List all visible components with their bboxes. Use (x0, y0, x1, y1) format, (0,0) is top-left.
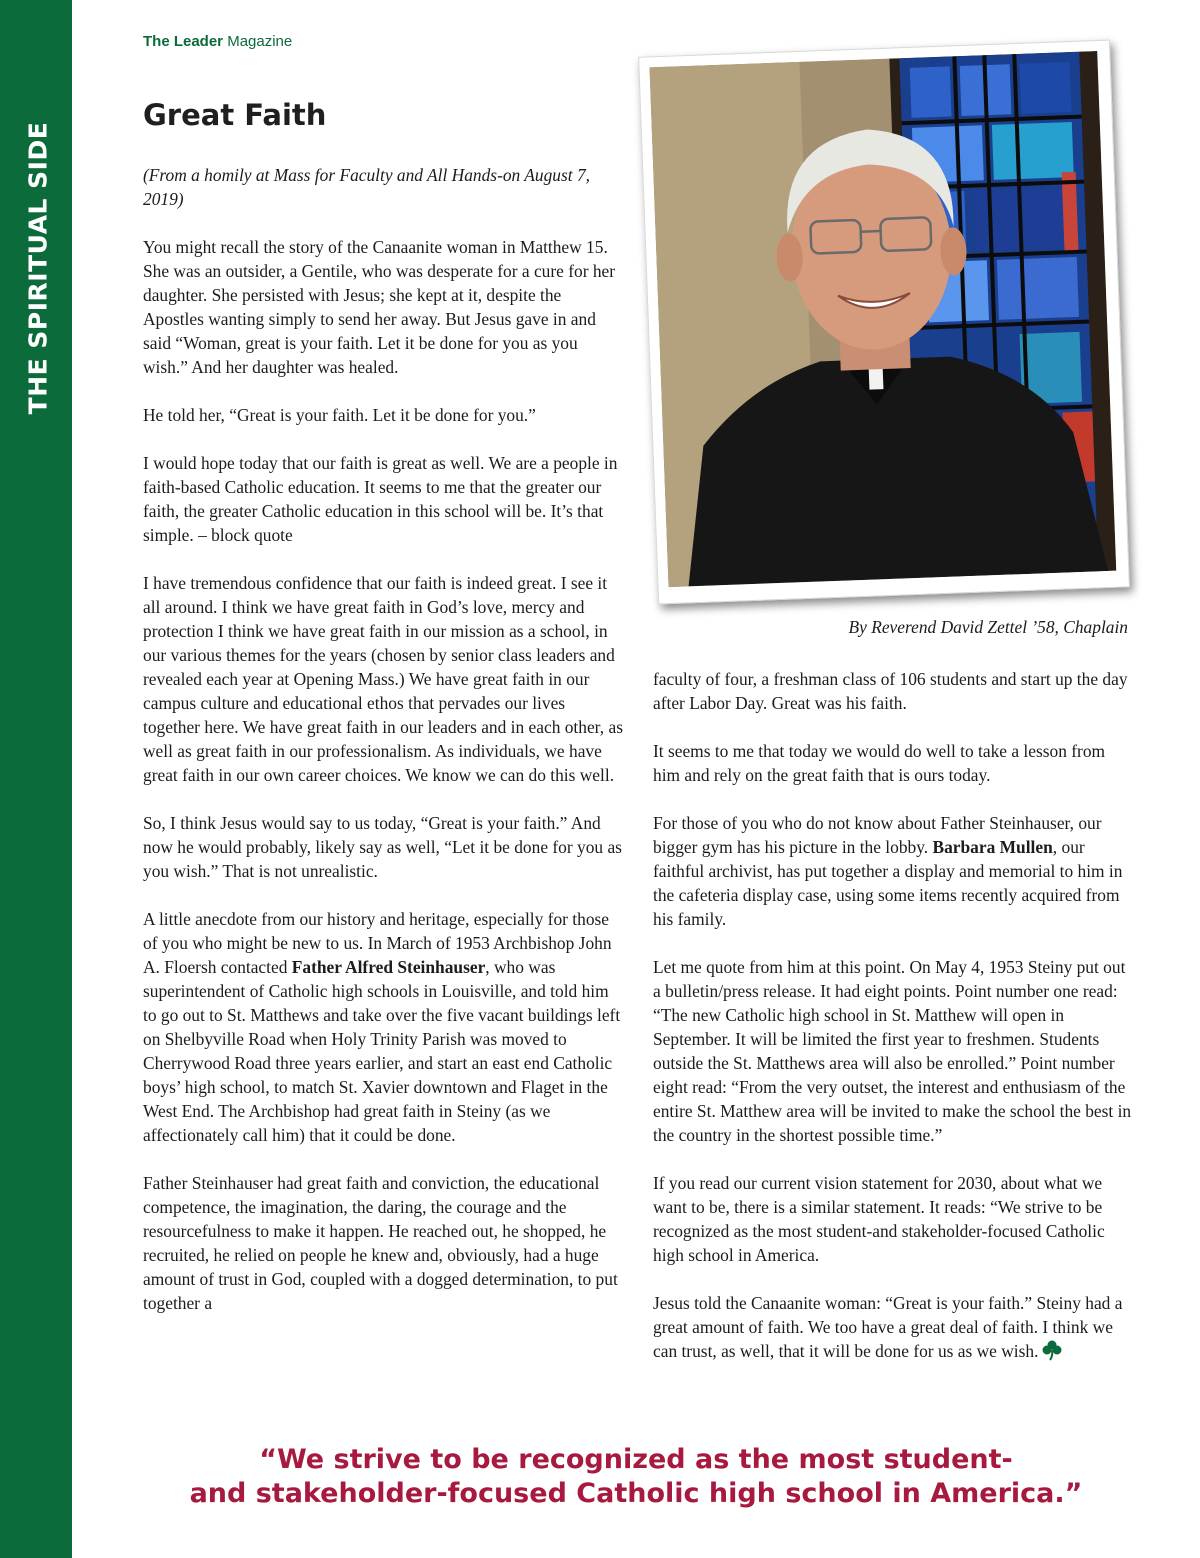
masthead-suffix: Magazine (227, 33, 293, 50)
portrait-illustration (650, 51, 1117, 587)
name-barbara-mullen: Barbara Mullen (932, 837, 1053, 857)
page-number: 10 (26, 1505, 43, 1522)
article-title: Great Faith (143, 98, 327, 132)
byline: By Reverend David Zettel ’58, Chaplain (848, 617, 1128, 637)
paragraph: Let me quote from him at this point. On May 4, 1953 Steiny put out a bulletin/press release. It had eight points. Point number one read: “The new Catholic high school in St. Matthew will open in September. It will be limited the first year to freshmen. Students outside the St. Matthews area will also be enrolled.” Point number eight read: “From the very outset, the interest and enthusiasm of the entire St. Matthew area will be invited to make the school the best in the country in the shortest possible time.” (653, 957, 1132, 1145)
paragraph: If you read our current vision statement for 2030, about what we want to be, there is a similar statement. It reads: “We strive to be recognized as the most student-and stakeholder-focused Catholic high school in America. (653, 1173, 1105, 1265)
article-column-right (653, 667, 1135, 1391)
paragraph: You might recall the story of the Canaanite woman in Matthew 15. She was an outsider, a Gentile, who was desperate for a cure for her daughter. She persisted with Jesus; she kept at it, despite the Apostles wanting simply to send her away. But Jesus gave in and said “Woman, great is your faith. Let it be done for you as you wish.” And her daughter was healed. (143, 237, 616, 377)
text-run: , who was superintendent of Catholic high schools in Louisville, and told him to go out to St. Matthews and take over the five vacant buildings left on Shelbyville Road when Holy Trinity Parish was moved to Cherrywood Road three years earlier, and start an east end Catholic boys’ high school, to match St. Xavier downtown and Flaget in the West End. The Archbishop had great faith in Steiny (as we affectionately call him) that it could be done. (143, 957, 621, 1145)
text-run: , our faithful archivist, has put together a display and memorial to him in the cafeteria display case, using some items recently acquired from his family. (653, 837, 1123, 929)
pull-quote (72, 1443, 1200, 1511)
text-run: Jesus told the Canaanite woman: “Great is your faith.” Steiny had a great amount of faith. We too have a great deal of faith. I think we can trust, as well, that it will be done for us as we wish. (653, 1293, 1123, 1361)
text-run: A little anecdote from our history and heritage, especially for those of you who might be new to us. In March of 1953 Archbishop John A. Floersh contacted (143, 909, 612, 977)
paragraph: faculty of four, a freshman class of 106 students and start up the day after Labor Day. Great was his faith. (653, 669, 1128, 713)
paragraph-anecdote (143, 907, 623, 1147)
paragraph-gym (653, 811, 1135, 931)
pull-quote-line: and stakeholder-focused Catholic high school in America.” (189, 1478, 1083, 1509)
pull-quote-line: “We strive to be recognized as the most student- (259, 1444, 1013, 1475)
paragraph: It seems to me that today we would do well to take a lesson from him and rely on the great faith that is ours today. (653, 741, 1106, 785)
paragraph-closing (653, 1291, 1135, 1367)
name-father-steinhauser: Father Alfred Steinhauser (291, 957, 486, 977)
article-column-left (143, 163, 623, 1339)
shamrock-icon (1041, 1339, 1063, 1367)
article-subtitle: (From a homily at Mass for Faculty and All Hands-on August 7, 2019) (143, 165, 590, 209)
section-title: THE SPIRITUAL SIDE (23, 121, 53, 415)
text-run: For those of you who do not know about Father Steinhauser, our bigger gym has his picture in the lobby. (653, 813, 1102, 857)
masthead (143, 33, 292, 50)
sidebar (0, 0, 72, 1558)
masthead-brand: The Leader (143, 33, 224, 50)
paragraph: So, I think Jesus would say to us today, “Great is your faith.” And now he would probably, likely say as well, “Let it be done for you as you wish.” That is not unrealistic. (143, 813, 622, 881)
paragraph: I have tremendous confidence that our faith is indeed great. I see it all around. I think we have great faith in God’s love, mercy and protection I think we have great faith in our mission as a school, in our various themes for the years (chosen by senior class leaders and revealed each year at Opening Mass.) We have great faith in our campus culture and educational ethos that pervades our lives together here. We have great faith in our leaders and in each other, as well as great faith in our professionalism. As individuals, we have great faith in our own career choices. We know we can do this well. (143, 573, 623, 785)
paragraph: Father Steinhauser had great faith and conviction, the educational competence, the imagination, the daring, the courage and the resourcefulness to make it happen. He reached out, he shopped, he recruited, he relied on people he knew and, obviously, had a huge amount of trust in God, coupled with a dogged determination, to put together a (143, 1173, 618, 1313)
paragraph: I would hope today that our faith is great as well. We are a people in faith-based Catholic education. It seems to me that the greater our faith, the greater Catholic education in this school will be. It’s that simple. – block quote (143, 453, 618, 545)
paragraph: He told her, “Great is your faith. Let it be done for you.” (143, 405, 536, 425)
photo-frame (638, 40, 1130, 605)
chaplain-portrait (650, 51, 1117, 587)
